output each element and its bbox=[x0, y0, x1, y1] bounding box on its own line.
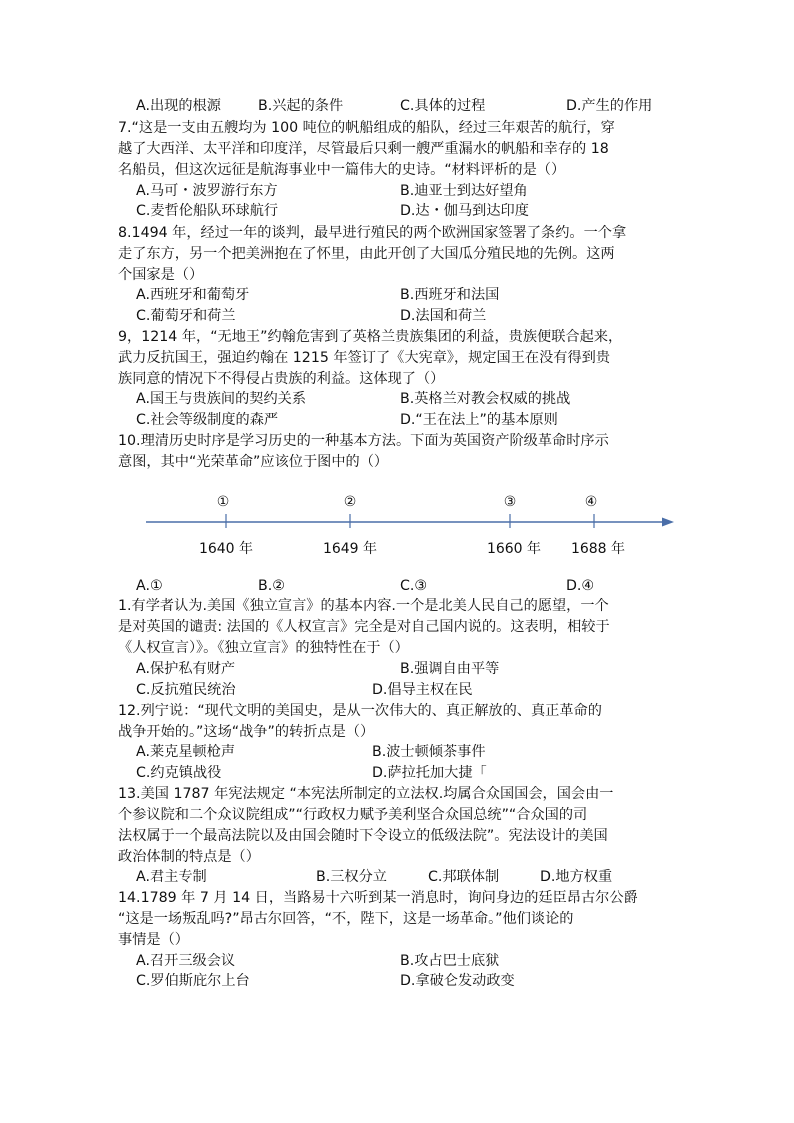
q14-stem-line-3: 事情是（） bbox=[118, 932, 189, 948]
q10-stem-line-1: 10.理清历史时序是学习历史的一种基本方法。下面为英国资产阶级革命时序示 bbox=[118, 433, 609, 449]
timeline-mark-1: ① bbox=[216, 494, 230, 510]
q13-stem-line-4: 政治体制的特点是（） bbox=[118, 849, 260, 865]
q11-stem-line-3: 《人权宣言）》。《独立宣言》的独特性在于（） bbox=[118, 640, 409, 656]
timeline-year-1640: 1640 年 bbox=[198, 541, 254, 557]
q12-option-a[interactable]: A.莱克星顿枪声 bbox=[136, 744, 236, 760]
q11-option-a[interactable]: A.保护私有财产 bbox=[136, 661, 236, 677]
q13-stem-line-2: 个参议院和二个众议院组成”“行政权力赋予美利坚合众国总统”“合众国的司 bbox=[118, 807, 588, 823]
q6-option-b[interactable]: B.兴起的条件 bbox=[258, 98, 344, 114]
q11-option-d[interactable]: D.倡导主权在民 bbox=[372, 682, 473, 698]
q13-option-c[interactable]: C.邦联体制 bbox=[428, 869, 500, 885]
timeline-mark-2: ② bbox=[343, 494, 357, 510]
q14-option-c[interactable]: C.罗伯斯庇尔上台 bbox=[136, 973, 250, 989]
q9-stem-line-2: 武力反抗国王，强迫约翰在 1215 年签订了《大宪章》，规定国王在没有得到贵 bbox=[118, 350, 611, 366]
timeline-year-1649: 1649 年 bbox=[322, 541, 378, 557]
q9-stem-line-1: 9，1214 年，“无地王”约翰危害到了英格兰贵族集团的利益，贵族便联合起来， bbox=[118, 329, 623, 345]
q13-option-d[interactable]: D.地方权重 bbox=[540, 869, 613, 885]
q7-option-c[interactable]: C.麦哲伦船队环球航行 bbox=[136, 203, 279, 219]
q12-option-c[interactable]: C.约克镇战役 bbox=[136, 765, 222, 781]
q12-option-b[interactable]: B.波士顿倾茶事件 bbox=[372, 744, 486, 760]
q6-option-c[interactable]: C.具体的过程 bbox=[400, 98, 486, 114]
q13-stem-line-1: 13.美国 1787 年宪法规定 “本宪法所制定的立法权.均属合众国国会，国会由一 bbox=[118, 786, 614, 802]
timeline-arrow bbox=[662, 518, 674, 527]
q13-option-a[interactable]: A.君主专制 bbox=[136, 869, 207, 885]
q10-option-b[interactable]: B.② bbox=[258, 578, 285, 594]
q13-option-b[interactable]: B.三权分立 bbox=[316, 869, 387, 885]
q11-option-c[interactable]: C.反抗殖民统治 bbox=[136, 682, 236, 698]
timeline-year-1688: 1688 年 bbox=[570, 541, 626, 557]
q12-stem-line-2: 战争开始的。”这场“战争”的转折点是（） bbox=[118, 724, 375, 740]
q11-stem-line-2: 是对英国的谴责: 法国的《人权宣言》完全是对自己国内说的。这表明，相较于 bbox=[118, 619, 610, 635]
q10-option-a[interactable]: A.① bbox=[136, 578, 163, 594]
q14-stem-line-1: 14.1789 年 7 月 14 日，当路易十六听到某一消息时，询问身边的廷臣昂古尔公爵 bbox=[118, 890, 638, 906]
q10-stem-line-2: 意图，其中“光荣革命”应该位于图中的（） bbox=[118, 454, 389, 470]
q9-option-b[interactable]: B.英格兰对教会权威的挑战 bbox=[400, 391, 571, 407]
q6-option-d[interactable]: D.产生的作用 bbox=[566, 98, 653, 114]
q7-stem-line-2: 越了大西洋、太平洋和印度洋，尽管最后只剩一艘严重漏水的帆船和幸存的 18 bbox=[118, 141, 609, 157]
q8-stem-line-1: 8.1494 年，经过一年的谈判，最早进行殖民的两个欧洲国家签署了条约。一个拿 bbox=[118, 225, 627, 241]
timeline-year-1660: 1660 年 bbox=[486, 541, 542, 557]
q12-stem-line-1: 12.列宁说：“现代文明的美国史，是从一次伟大的、真正解放的、真正革命的 bbox=[118, 703, 602, 719]
q6-option-a[interactable]: A.出现的根源 bbox=[136, 98, 221, 114]
q13-stem-line-3: 法权属于一个最高法院以及由国会随时下令设立的低级法院”。宪法设计的美国 bbox=[118, 828, 608, 844]
q14-stem-line-2: “这是一场叛乱吗?”昂古尔回答，“不，陛下，这是一场革命。”他们谈论的 bbox=[118, 911, 574, 927]
timeline-mark-4: ④ bbox=[584, 494, 598, 510]
q11-option-b[interactable]: B.强调自由平等 bbox=[400, 661, 500, 677]
q8-stem-line-2: 走了东方，另一个把美洲抱在了怀里，由此开创了大国瓜分殖民地的先例。这两 bbox=[118, 246, 615, 262]
q8-stem-line-3: 个国家是（） bbox=[118, 267, 204, 283]
q9-option-d[interactable]: D.“王在法上”的基本原则 bbox=[400, 412, 558, 428]
q7-stem-line-1: 7.“这是一支由五艘均为 100 吨位的帆船组成的船队，经过三年艰苦的航行，穿 bbox=[118, 120, 615, 136]
q12-option-d[interactable]: D.萨拉托加大捷「 bbox=[372, 765, 487, 781]
q9-option-c[interactable]: C.社会等级制度的森严 bbox=[136, 412, 279, 428]
q8-option-c[interactable]: C.葡萄牙和荷兰 bbox=[136, 308, 236, 324]
q14-option-d[interactable]: D.拿破仑发动政变 bbox=[400, 973, 515, 989]
q10-option-d[interactable]: D.④ bbox=[566, 578, 595, 594]
q8-option-d[interactable]: D.法国和荷兰 bbox=[400, 308, 487, 324]
q10-option-c[interactable]: C.③ bbox=[400, 578, 428, 594]
q7-option-a[interactable]: A.马可・波罗游行东方 bbox=[136, 183, 278, 199]
q11-stem-line-1: 1.有学者认为.美国《独立宣言》的基本内容.一个是北美人民自己的愿望，一个 bbox=[118, 598, 609, 614]
q8-option-b[interactable]: B.西班牙和法国 bbox=[400, 287, 500, 303]
q14-option-b[interactable]: B.攻占巴士底狱 bbox=[400, 953, 500, 969]
q9-option-a[interactable]: A.国王与贵族间的契约关系 bbox=[136, 391, 307, 407]
q7-option-b[interactable]: B.迪亚士到达好望角 bbox=[400, 183, 528, 199]
q7-stem-line-3: 名船员，但这次远征是航海事业中一篇伟大的史诗。“材料评析的是（） bbox=[118, 162, 566, 178]
revolution-timeline bbox=[0, 480, 794, 570]
q14-option-a[interactable]: A.召开三级会议 bbox=[136, 953, 236, 969]
q7-option-d[interactable]: D.达・伽马到达印度 bbox=[400, 203, 529, 219]
q9-stem-line-3: 族同意的情况下不得侵占贵族的利益。这体现了（） bbox=[118, 371, 445, 387]
timeline-mark-3: ③ bbox=[503, 494, 517, 510]
q8-option-a[interactable]: A.西班牙和葡萄牙 bbox=[136, 287, 250, 303]
